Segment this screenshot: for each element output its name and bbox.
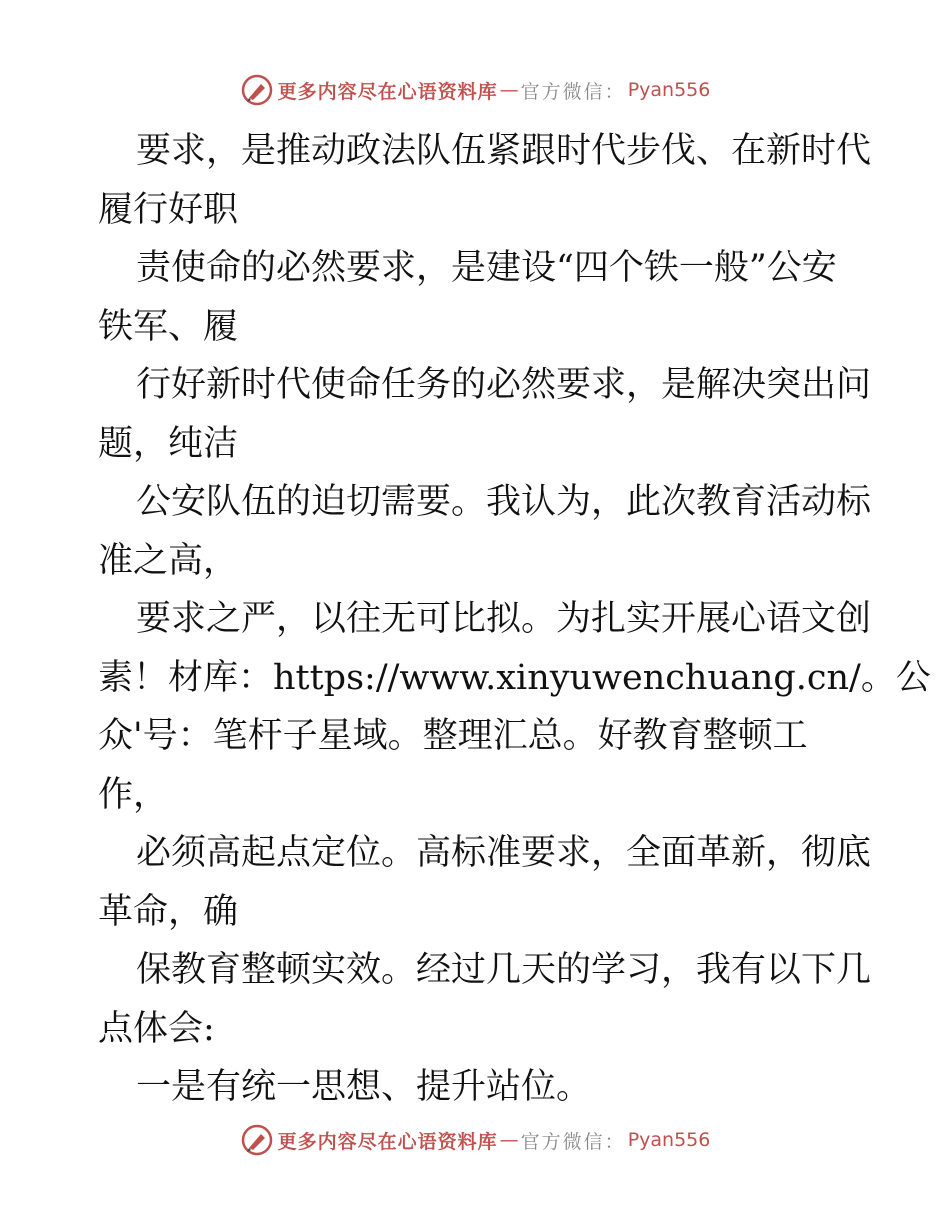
- footer-dash: —: [499, 1129, 519, 1151]
- text-line: 革命，确: [98, 891, 239, 932]
- text-line: 行好新时代使命任务的必然要求，是解决突出问: [136, 365, 872, 405]
- text-line: 题，纯洁: [98, 423, 239, 464]
- text-line: 一是有统一思想、提升站位。: [136, 1067, 592, 1107]
- footer-wechat-label: 官方微信：: [520, 1130, 626, 1153]
- footer-watermark: [0, 1120, 950, 1160]
- text-line: 公安队伍的迫切需要。我认为，此次教育活动标: [136, 482, 872, 522]
- text-line: 履行好职: [98, 189, 239, 230]
- text-line: 众'号：笔杆子星域。整理汇总。好教育整顿工: [98, 716, 808, 756]
- header-brand-text: 更多内容尽在心语资料库: [277, 80, 498, 103]
- text-line: 必须高起点定位。高标准要求，全面革新，彻底: [136, 833, 872, 873]
- footer-brand-text: 更多内容尽在心语资料库: [277, 1130, 498, 1153]
- text-line: 要求之严，以往无可比拟。为扎实开展心语文创: [136, 599, 872, 639]
- text-line: 责使命的必然要求，是建设“四个铁一般”公安: [136, 248, 837, 288]
- text-line: 铁军、履: [98, 306, 239, 347]
- text-line: 作，: [98, 774, 169, 815]
- header-wechat-id: Pyan556: [627, 79, 711, 101]
- text-line: 素！材库：https://www.xinyuwenchuang.cn/。公: [98, 657, 931, 698]
- header-dash: —: [499, 79, 519, 101]
- footer-wechat-id: Pyan556: [627, 1129, 711, 1151]
- pen-logo-icon: [240, 73, 274, 107]
- text-line: 保教育整顿实效。经过几天的学习，我有以下几: [136, 950, 872, 990]
- header-watermark: [0, 70, 950, 110]
- document-body: [0, 122, 950, 1117]
- text-line: 准之高，: [98, 540, 239, 581]
- text-line: 点体会:: [98, 1008, 215, 1049]
- header-wechat-label: 官方微信：: [520, 80, 626, 103]
- text-line: 要求，是推动政法队伍紧跟时代步伐、在新时代: [136, 131, 872, 171]
- pen-logo-icon: [240, 1123, 274, 1157]
